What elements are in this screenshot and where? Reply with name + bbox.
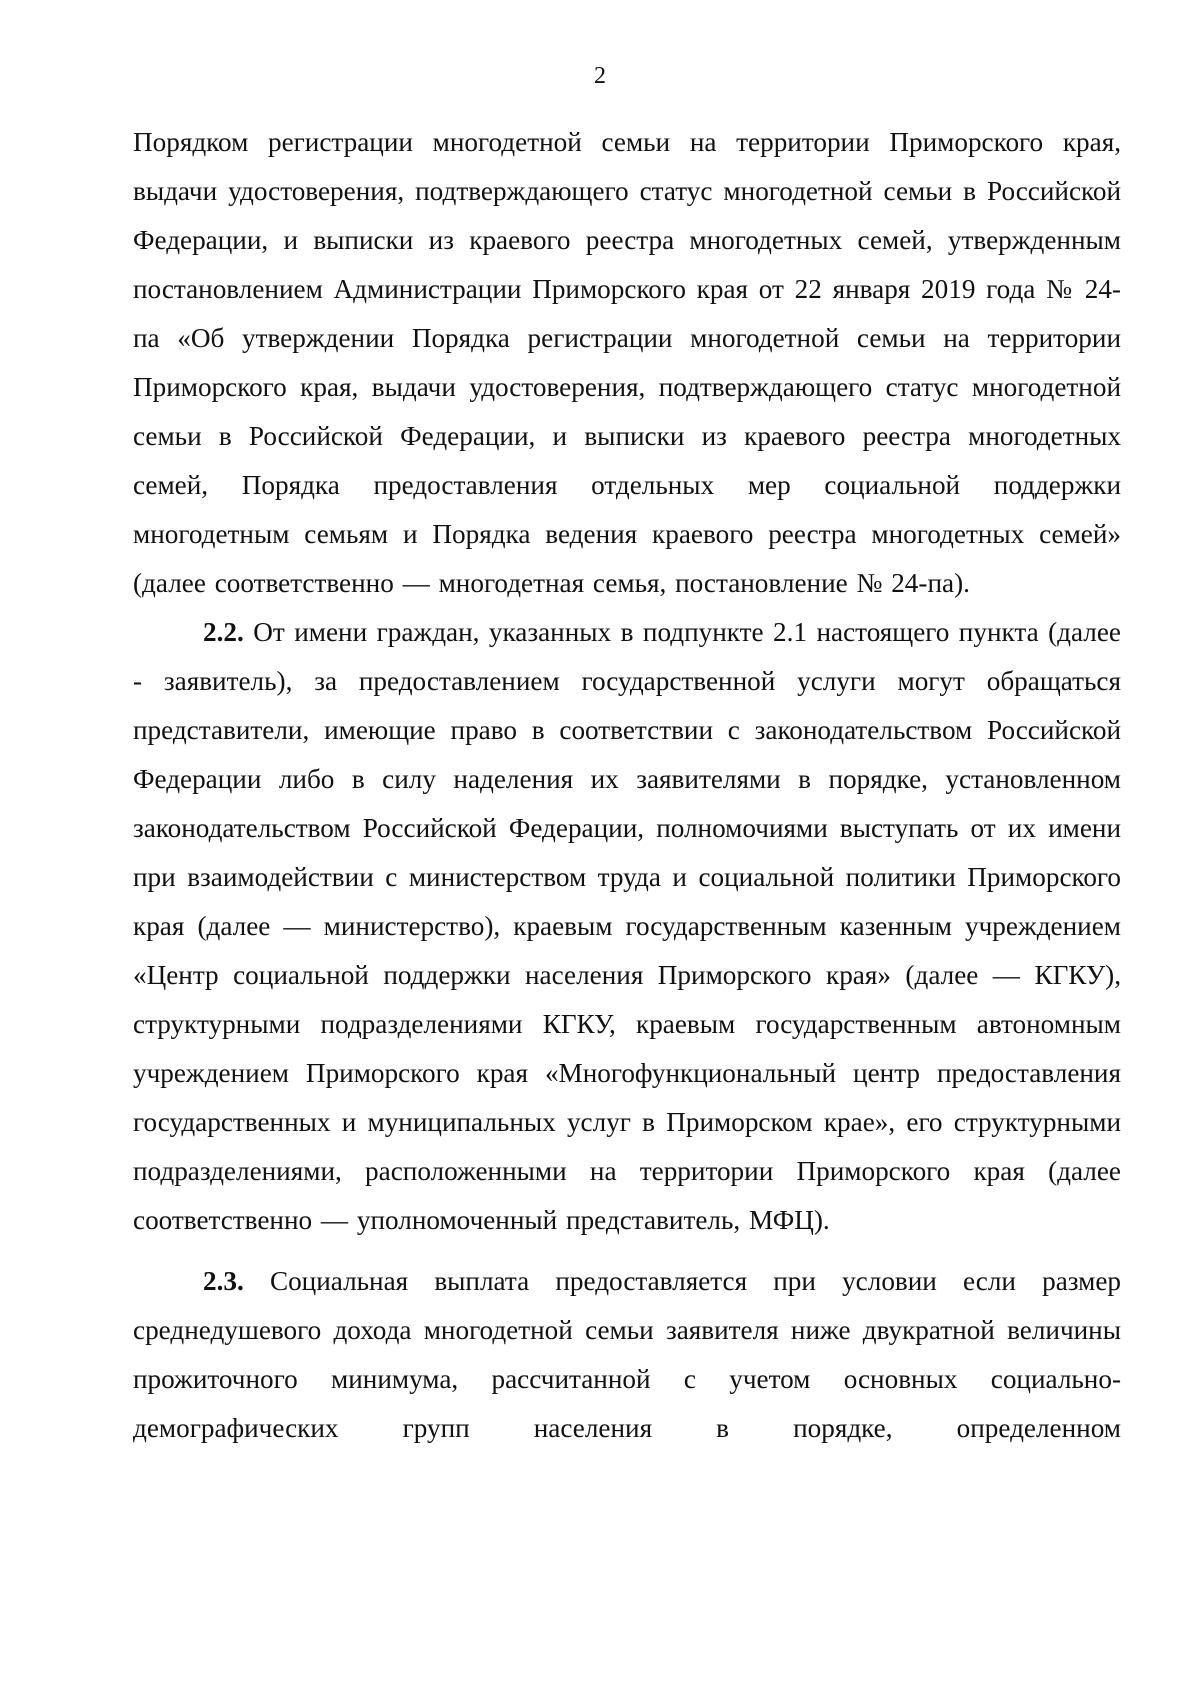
document-body: [133, 118, 1121, 1453]
paragraph-clause-2-3: [133, 1257, 1121, 1453]
paragraph-text: Порядком регистрации многодетной семьи на территории Приморского края, выдачи удостоверения, подтверждающего статус многодетной семьи в Российской Федерации, и выписки из краевого реестра многодетных семей, утвержденным постановлением Администрации Приморского края от 22 января 2019 года № 24-па «Об утверждении Порядка регистрации многодетной семьи на территории Приморского края, выдачи удостоверения, подтверждающего статус многодетной семьи в Российской Федерации, и выписки из краевого реестра многодетных семей, Порядка предоставления отдельных мер социальной поддержки многодетным семьям и Порядка ведения краевого реестра многодетных семей» (далее соответственно — многодетная семья, постановление № 24-па).: [133, 127, 1121, 598]
paragraph-clause-2-2: [133, 608, 1121, 1245]
page-number: 2: [594, 63, 606, 89]
paragraph-continuation: [133, 118, 1121, 608]
clause-number: 2.3.: [203, 1266, 244, 1296]
paragraph-text: От имени граждан, указанных в подпункте 2.1 настоящего пункта (далее - заявитель), за предоставлением государственной услуги могут обращаться представители, имеющие право в соответствии с законодательством Российской Федерации либо в силу наделения их заявителями в порядке, установленном законодательством Российской Федерации, полномочиями выступать от их имени при взаимодействии с министерством труда и социальной политики Приморского края (далее — министерство), краевым государственным казенным учреждением «Центр социальной поддержки населения Приморского края» (далее — КГКУ), структурными подразделениями КГКУ, краевым государственным автономным учреждением Приморского края «Многофункциональный центр предоставления государственных и муниципальных услуг в Приморском крае», его структурными подразделениями, расположенными на территории Приморского края (далее соответственно — уполномоченный представитель, МФЦ).: [133, 617, 1121, 1235]
paragraph-text: Социальная выплата предоставляется при условии если размер среднедушевого дохода многодетной семьи заявителя ниже двукратной величины прожиточного минимума, рассчитанной с учетом основных социально-демографических групп населения в порядке, определенном: [133, 1266, 1121, 1443]
clause-number: 2.2.: [203, 617, 244, 647]
